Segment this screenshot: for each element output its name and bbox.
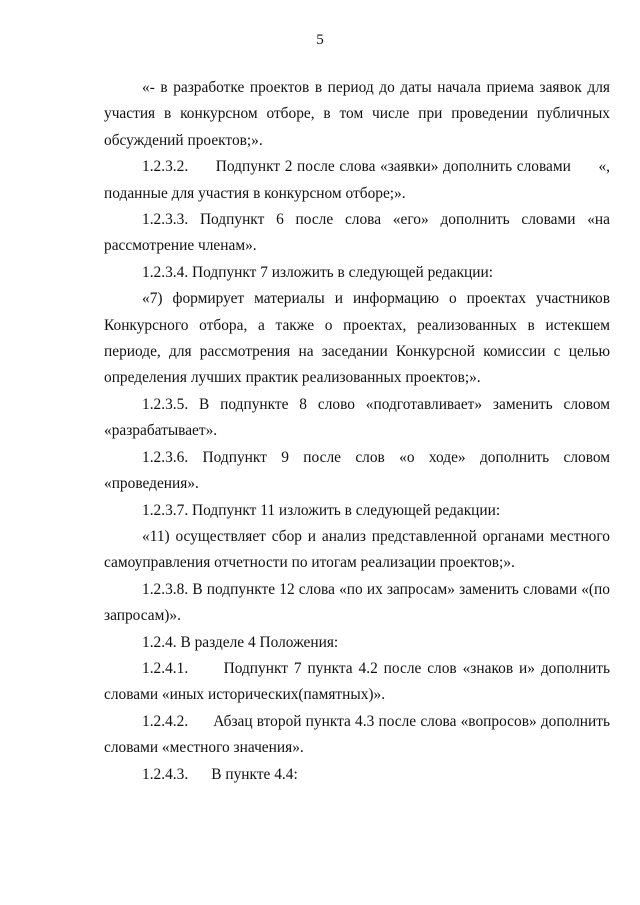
paragraph: 1.2.3.6. Подпункт 9 после слов «о ходе» дополнить словом «проведения». (104, 448, 610, 493)
paragraph: «11) осуществляет сбор и анализ представленной органами местного самоуправления отчетности по итогам реализации проектов;». (104, 527, 610, 572)
document-body (104, 75, 614, 788)
paragraph: 1.2.3.3. Подпункт 6 после слова «его» дополнить словами «на рассмотрение членам». (104, 211, 610, 255)
paragraph: 1.2.3.5. В подпункте 8 слово «подготавливает» заменить словом «разрабатывает». (104, 395, 610, 440)
paragraph: 1.2.3.2. Подпункт 2 после слова «заявки» дополнить словами «, поданные для участия в конкурсном отборе;». (104, 158, 614, 202)
paragraph: 1.2.3.8. В подпункте 12 слова «по их запросам» заменить словами «(по запросам)». (104, 580, 610, 625)
paragraph: «7) формирует материалы и информацию о проектах участников Конкурсного отбора, а также о проектах, реализованных в истекшем периоде, для рассмотрения на заседании Конкурсной комиссии с целью определения лучших практик реализованных проектов;». (104, 290, 610, 387)
paragraph: 1.2.3.7. Подпункт 11 изложить в следующей редакции: (142, 501, 501, 519)
paragraph: «- в разработке проектов в период до даты начала приема заявок для участия в конкурсном отборе, в том числе при проведении публичных обсуждений проектов;». (104, 79, 614, 149)
paragraph: 1.2.4.1. Подпункт 7 пункта 4.2 после слов «знаков и» дополнить словами «иных исторических(памятных)». (104, 659, 614, 704)
paragraph: 1.2.4. В разделе 4 Положения: (142, 633, 339, 651)
paragraph: 1.2.3.4. Подпункт 7 изложить в следующей редакции: (142, 263, 494, 281)
paragraph: 1.2.4.3. В пункте 4.4: (142, 765, 298, 783)
paragraph: 1.2.4.2. Абзац второй пункта 4.3 после слова «вопросов» дополнить словами «местного значения». (104, 712, 614, 757)
page-number: 5 (316, 32, 324, 48)
